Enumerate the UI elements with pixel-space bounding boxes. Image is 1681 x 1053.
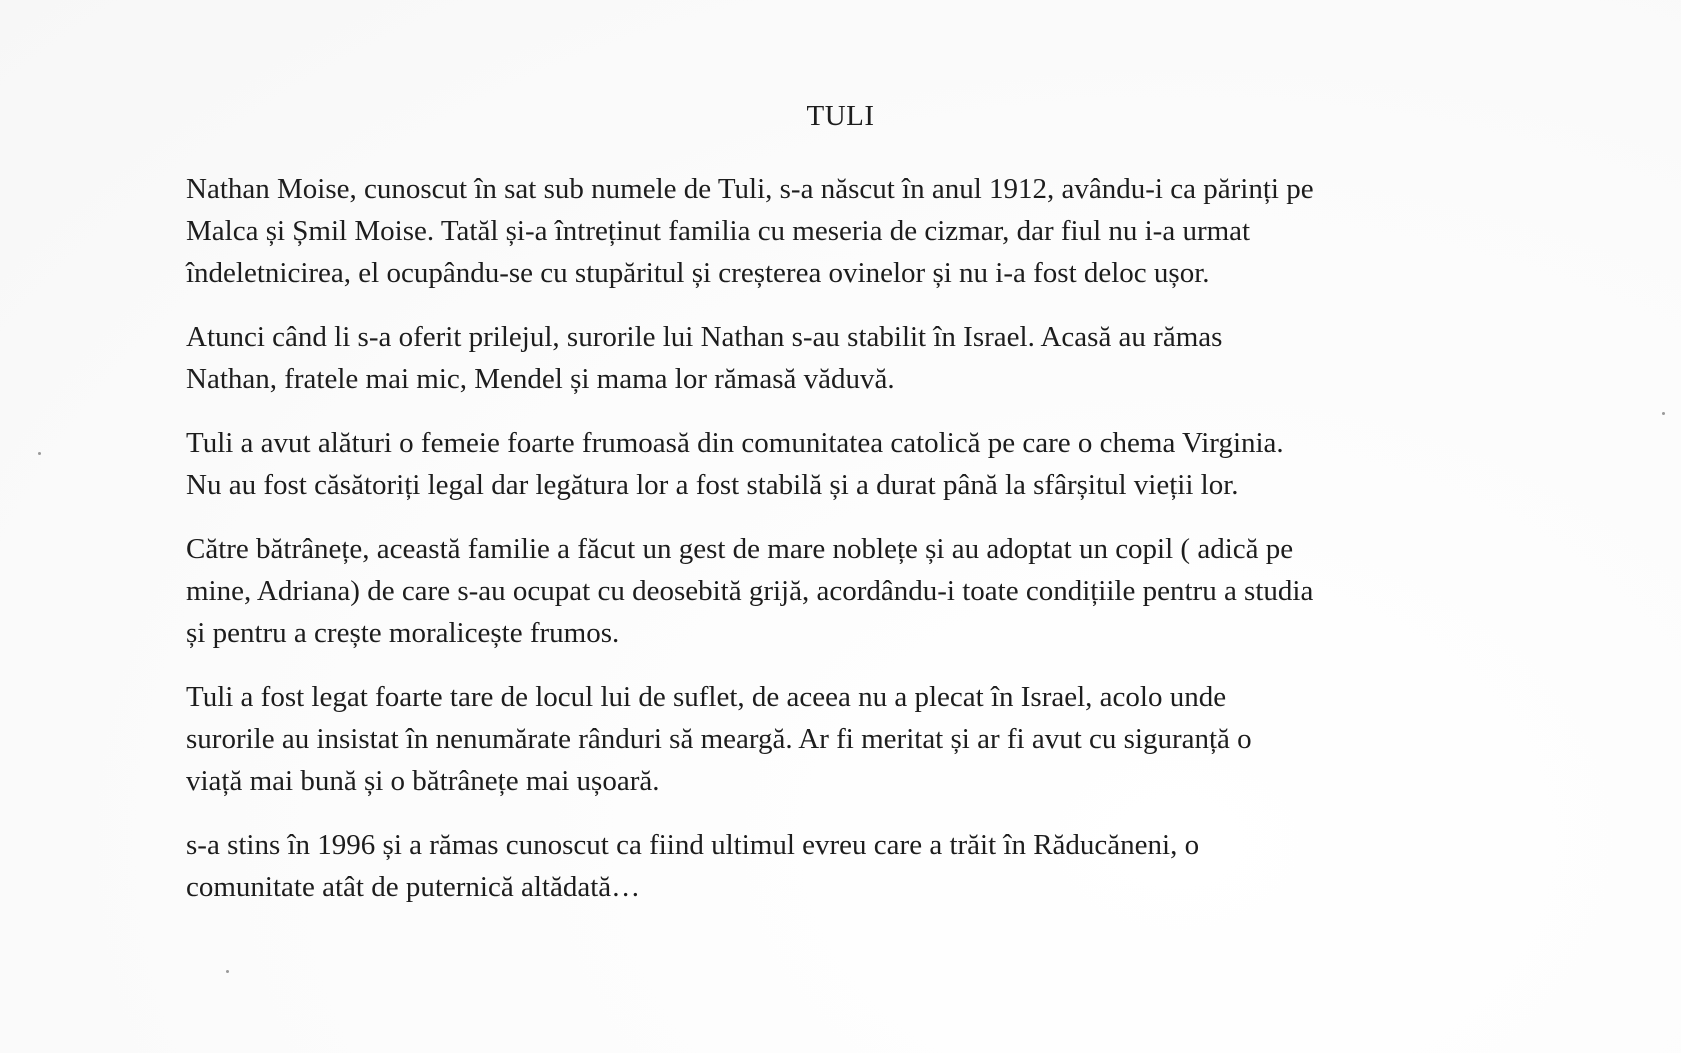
scan-speck	[38, 452, 41, 455]
text-line: Tuli a avut alături o femeie foarte frumoasă din comunitatea catolică pe care o chema Virginia.	[186, 427, 1284, 459]
text-line: surorile au insistat în nenumărate rânduri să meargă. Ar fi meritat și ar fi avut cu siguranță o	[186, 723, 1252, 755]
paragraph-4	[186, 528, 1516, 654]
text-line: Malca și Șmil Moise. Tatăl și-a întreținut familia cu meseria de cizmar, dar fiul nu i-a urmat	[186, 215, 1251, 247]
text-line: și pentru a crește moralicește frumos.	[186, 617, 620, 649]
text-line: Nathan, fratele mai mic, Mendel și mama lor rămasă văduvă.	[186, 363, 895, 395]
scan-speck	[1662, 412, 1665, 415]
text-line: Nu au fost căsătoriți legal dar legătura lor a fost stabilă și a durat până la sfârșitul vieții lor.	[186, 469, 1239, 501]
document-body	[186, 168, 1516, 930]
scan-speck	[226, 970, 229, 973]
paragraph-5	[186, 676, 1516, 802]
paragraph-3	[186, 422, 1516, 506]
text-line: Tuli a fost legat foarte tare de locul lui de suflet, de aceea nu a plecat în Israel, acolo unde	[186, 681, 1227, 713]
paragraph-1	[186, 168, 1516, 294]
text-line: Atunci când li s-a oferit prilejul, surorile lui Nathan s-au stabilit în Israel. Acasă au rămas	[186, 321, 1223, 353]
document-title: TULI	[806, 100, 875, 132]
text-line: Către bătrânețe, această familie a făcut un gest de mare noblețe și au adoptat un copil ( adică pe	[186, 533, 1294, 565]
paragraph-2	[186, 316, 1516, 400]
text-line: mine, Adriana) de care s-au ocupat cu deosebită grijă, acordându-i toate condițiile pentru a studia	[186, 575, 1314, 607]
text-line: comunitate atât de puternică altădată…	[186, 871, 641, 903]
text-line: s-a stins în 1996 și a rămas cunoscut ca fiind ultimul evreu care a trăit în Răducăneni, o	[186, 829, 1200, 861]
text-line: îndeletnicirea, el ocupându-se cu stupăritul și creșterea ovinelor și nu i-a fost deloc ușor.	[186, 257, 1210, 289]
text-line: viață mai bună și o bătrânețe mai ușoară.	[186, 765, 660, 797]
text-line: Nathan Moise, cunoscut în sat sub numele de Tuli, s-a născut în anul 1912, avându-i ca părinți pe	[186, 173, 1314, 205]
paragraph-6	[186, 824, 1516, 908]
